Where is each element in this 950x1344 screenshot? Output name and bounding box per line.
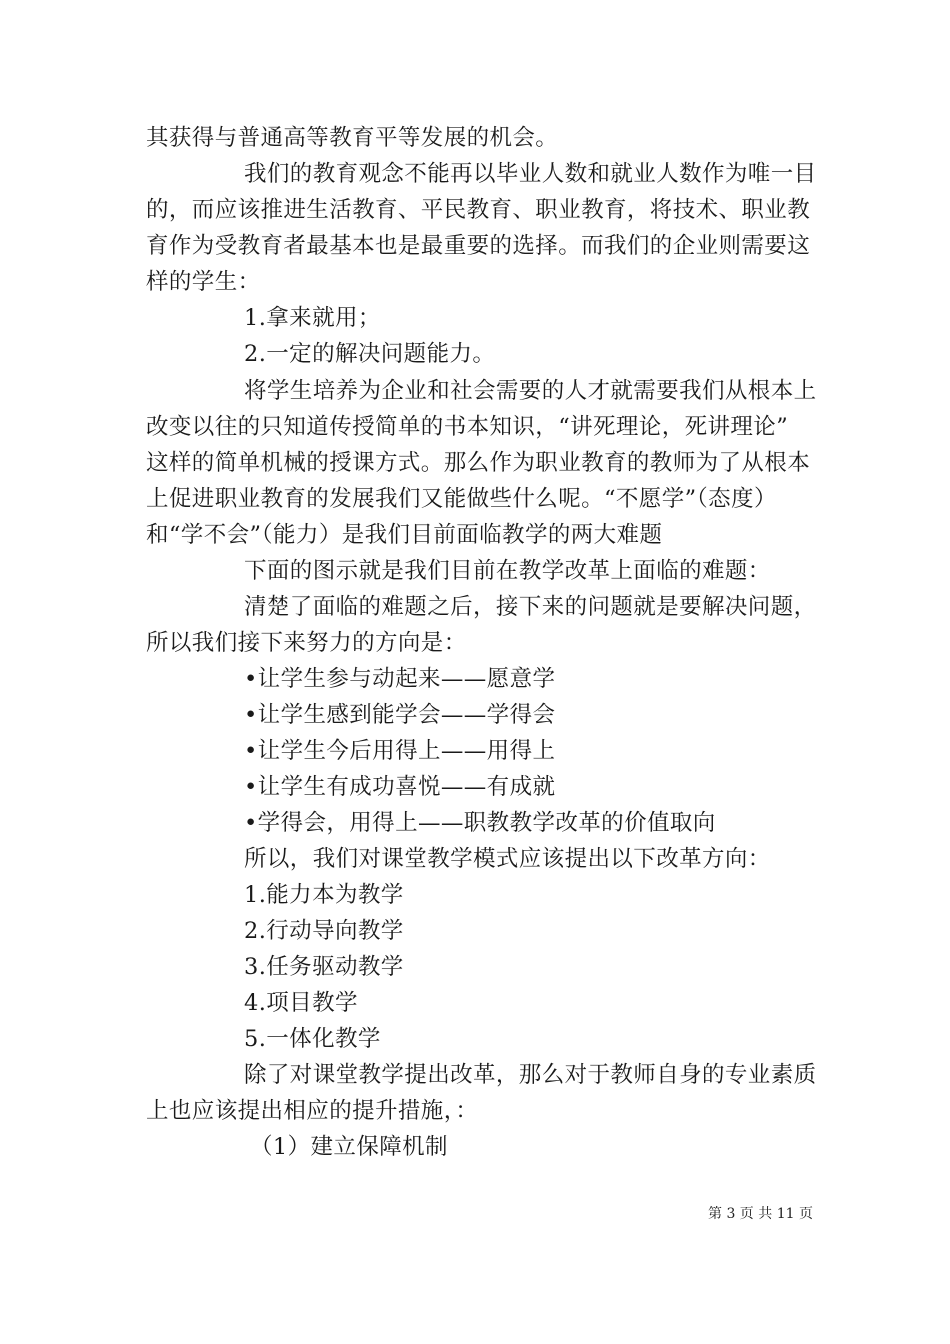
list-item: 3.任务驱动教学 xyxy=(244,954,404,980)
section-heading: （1）建立保障机制 xyxy=(250,1134,448,1160)
text-line: 下面的图示就是我们目前在教学改革上面临的难题： xyxy=(244,558,771,584)
text-line: 的，而应该推进生活教育、平民教育、职业教育，将技术、职业教 xyxy=(146,197,811,223)
text-line: 除了对课堂教学提出改革，那么对于教师自身的专业素质 xyxy=(244,1062,817,1088)
text-line: 其获得与普通高等教育平等发展的机会。 xyxy=(146,125,559,151)
list-item: 5.一体化教学 xyxy=(244,1026,381,1052)
text-line: 所以，我们对课堂教学模式应该提出以下改革方向： xyxy=(244,846,771,872)
list-item: •让学生感到能学会——学得会 xyxy=(244,702,556,728)
text-line: 改变以往的只知道传授简单的书本知识，“讲死理论，死讲理论” xyxy=(146,414,789,440)
list-item: 2.一定的解决问题能力。 xyxy=(244,341,496,367)
list-item: •学得会，用得上——职教教学改革的价值取向 xyxy=(244,810,716,836)
page-number-footer: 第 3 页 共 11 页 xyxy=(708,1206,813,1222)
text-line: 样的学生： xyxy=(146,269,261,295)
list-item: 2.行动导向教学 xyxy=(244,918,404,944)
list-item: •让学生今后用得上——用得上 xyxy=(244,738,556,764)
text-line: 清楚了面临的难题之后，接下来的问题就是要解决问题， xyxy=(244,594,817,620)
list-item: •让学生参与动起来——愿意学 xyxy=(244,666,556,692)
text-line: 所以我们接下来努力的方向是： xyxy=(146,630,467,656)
text-line: 我们的教育观念不能再以毕业人数和就业人数作为唯一目 xyxy=(244,161,817,187)
text-line: 上也应该提出相应的提升措施，： xyxy=(146,1098,479,1124)
text-line: 和“学不会”（能力）是我们目前面临教学的两大难题 xyxy=(146,522,663,548)
list-item: •让学生有成功喜悦——有成就 xyxy=(244,774,556,800)
text-line: 这样的简单机械的授课方式。那么作为职业教育的教师为了从根本 xyxy=(146,450,811,476)
text-line: 将学生培养为企业和社会需要的人才就需要我们从根本上 xyxy=(244,378,817,404)
list-item: 4.项目教学 xyxy=(244,990,358,1016)
list-item: 1.能力本为教学 xyxy=(244,882,404,908)
text-line: 育作为受教育者最基本也是最重要的选择。而我们的企业则需要这 xyxy=(146,233,811,259)
text-line: 上促进职业教育的发展我们又能做些什么呢。“不愿学”（态度） xyxy=(146,486,777,512)
list-item: 1.拿来就用； xyxy=(244,305,381,331)
